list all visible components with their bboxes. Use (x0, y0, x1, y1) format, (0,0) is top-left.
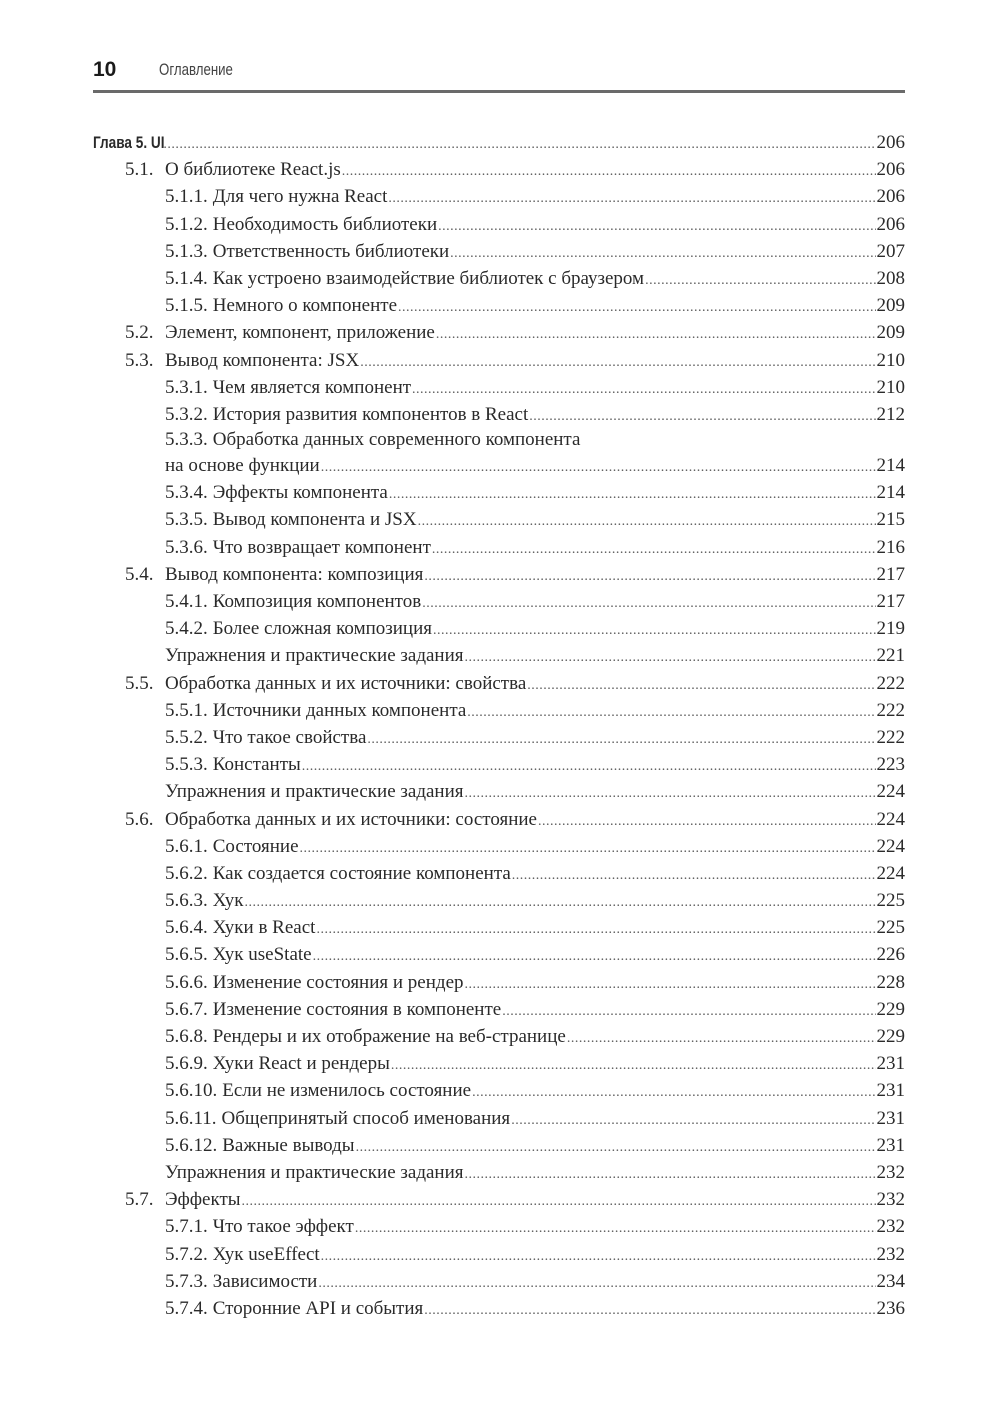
toc-page-number: 222 (876, 699, 905, 721)
dot-leader (502, 996, 875, 1025)
toc-entry-number: 5.6.1. (165, 835, 208, 857)
dot-leader (436, 319, 876, 348)
toc-page-number: 221 (876, 645, 905, 667)
dot-leader (438, 211, 875, 240)
toc-entry-number: 5.6.3. (165, 890, 208, 912)
toc-entry-title: Как создается состояние компонента (212, 862, 511, 884)
toc-entry-number: 5.6.2. (165, 862, 208, 884)
toc-entry[interactable] (93, 1295, 905, 1322)
dot-leader (418, 506, 876, 535)
toc-entry[interactable] (93, 211, 905, 238)
dot-leader (355, 1213, 876, 1242)
toc-entry-number: 5.7.1. (165, 1216, 208, 1238)
toc-entry-number: 5.3.5. (165, 509, 208, 531)
toc-entry[interactable] (93, 1132, 905, 1159)
toc-page-number: 225 (876, 917, 905, 939)
dot-leader (424, 561, 875, 590)
toc-entry[interactable] (93, 914, 905, 941)
toc-entry-number: 5.6.9. (165, 1053, 208, 1075)
toc-entry-title: Что такое свойства (212, 726, 367, 748)
toc-entry[interactable] (93, 615, 905, 642)
running-title: Оглавление (159, 60, 233, 79)
toc-entry[interactable] (93, 479, 905, 506)
toc-entry-number: 5.5.2. (165, 726, 208, 748)
toc-entry-number: 5.6.8. (165, 1026, 208, 1047)
dot-leader (432, 534, 876, 563)
dot-leader (529, 401, 875, 430)
toc-entry-title: Вывод компонента: композиция (165, 563, 424, 585)
running-header (93, 56, 905, 93)
dot-leader (388, 183, 875, 212)
dot-leader (467, 697, 875, 726)
toc-page-number: 216 (876, 536, 905, 558)
dot-leader (313, 941, 876, 970)
toc-entry-title: Общепринятый способ именования (221, 1107, 511, 1129)
dot-leader (360, 347, 875, 376)
dot-leader (391, 1050, 876, 1079)
toc-entry-title-continued: на основе функции (165, 455, 320, 477)
dot-leader (511, 1105, 875, 1134)
dot-leader (342, 156, 876, 185)
toc-entry[interactable] (93, 1023, 905, 1050)
toc-page-number: 232 (876, 1216, 905, 1238)
toc-page-number: 217 (876, 591, 905, 612)
toc-entry-number: 5.5.1. (165, 699, 208, 721)
toc-entry[interactable] (93, 1268, 905, 1295)
toc-page-number: 224 (876, 862, 905, 884)
toc-entry-number: 5.3.2. (165, 403, 208, 425)
toc-page-number: 229 (876, 998, 905, 1020)
toc-entry-number: 5.4. (125, 563, 154, 585)
toc-entry-number: 5.5.3. (165, 754, 208, 776)
toc-page-number: 222 (876, 672, 905, 694)
toc-entry[interactable] (93, 319, 905, 346)
toc-entry-title: Сторонние API и события (212, 1297, 424, 1319)
toc-page-number: 236 (876, 1297, 905, 1319)
toc-entry-title: История развития компонентов в React (212, 403, 529, 425)
toc-entry-number: 5.2. (125, 322, 154, 344)
toc-entry[interactable] (93, 1213, 905, 1240)
toc-entry[interactable] (93, 1050, 905, 1077)
toc-entry-title: Важные выводы (222, 1134, 355, 1156)
toc-entry-number: 5.4.2. (165, 618, 208, 640)
toc-entry-number: 5.6.11. (165, 1107, 217, 1129)
dot-leader (412, 374, 875, 403)
toc-entry[interactable] (93, 1077, 905, 1104)
toc-entry-title: Изменение состояния в компоненте (212, 998, 502, 1020)
toc-entry-title: Хуки React и рендеры (212, 1053, 390, 1075)
toc-page-number: 228 (876, 971, 905, 993)
toc-page-number: 215 (876, 509, 905, 531)
dot-leader (398, 292, 875, 321)
dot-leader (465, 642, 876, 671)
toc-entry[interactable] (93, 428, 905, 479)
toc-entry[interactable] (93, 751, 905, 778)
toc-page-number: 222 (876, 726, 905, 748)
toc-page-number: 214 (876, 482, 905, 504)
toc-entry-title: Необходимость библиотеки (212, 213, 438, 235)
toc-entry-title: Что возвращает компонент (212, 536, 431, 558)
dot-leader (321, 452, 876, 481)
toc-entry-number: 5.3. (125, 349, 154, 371)
toc-entry-title: Хук (212, 890, 244, 912)
toc-entry[interactable] (93, 1241, 905, 1268)
toc-entry[interactable] (93, 588, 905, 615)
toc-entry-title: Более сложная композиция (212, 618, 433, 640)
toc-entry-title: Эффекты (165, 1189, 241, 1211)
dot-leader (527, 670, 875, 699)
toc-entry[interactable] (93, 183, 905, 210)
toc-entry-number: 5.7.3. (165, 1270, 208, 1292)
toc-entry-number: 5.7. (125, 1189, 154, 1211)
dot-leader (318, 1268, 875, 1297)
dot-leader (567, 1023, 876, 1052)
toc-entry-title: Чем является компонент (212, 376, 412, 398)
toc-page-number: 226 (876, 944, 905, 966)
dot-leader (356, 1132, 876, 1161)
toc-entry-number: 5.6.12. (165, 1134, 218, 1156)
toc-entry-number: 5.3.6. (165, 536, 208, 558)
toc-entry-number: 5.7.2. (165, 1243, 208, 1265)
dot-leader (389, 479, 876, 508)
toc-entry-title: Композиция компонентов (212, 591, 422, 612)
dot-leader (321, 1241, 876, 1270)
toc-entry[interactable] (93, 347, 905, 374)
toc-entry-title: Обработка данных современного компонента (212, 429, 581, 451)
toc-page-number: 207 (876, 240, 905, 262)
toc-page-number: 229 (876, 1026, 905, 1047)
toc-entry[interactable] (93, 534, 905, 561)
toc-entry[interactable] (93, 156, 905, 183)
dot-leader (163, 129, 875, 158)
toc-entry-number: 5.1.2. (165, 213, 208, 235)
toc-entry-title: Хуки в React (212, 917, 316, 939)
toc-entry-number: 5.6.7. (165, 998, 208, 1020)
toc-entry[interactable] (93, 1105, 905, 1132)
toc-page-number: 212 (876, 403, 905, 425)
toc-entry-title: Вывод компонента и JSX (212, 509, 417, 531)
toc-entry-number: 5.1.4. (165, 267, 208, 289)
table-of-contents (93, 129, 905, 1322)
dot-leader (245, 887, 876, 916)
toc-entry-number: 5.6. (125, 808, 154, 830)
toc-entry[interactable] (93, 292, 905, 319)
toc-entry[interactable] (93, 506, 905, 533)
toc-entry-number: 5.6.5. (165, 944, 208, 966)
toc-page-number: 224 (876, 835, 905, 857)
dot-leader (538, 806, 876, 835)
toc-page-number: 206 (876, 213, 905, 235)
toc-entry-title: Как устроено взаимодействие библиотек с браузером (212, 267, 645, 289)
dot-leader (645, 265, 875, 294)
toc-entry[interactable] (93, 561, 905, 588)
dot-leader (433, 615, 875, 644)
dot-leader (422, 588, 875, 617)
toc-page-number: 223 (876, 754, 905, 776)
toc-entry[interactable] (93, 1186, 905, 1213)
toc-page-number: 231 (876, 1107, 905, 1129)
toc-page-number: 208 (876, 267, 905, 289)
dot-leader (465, 778, 876, 807)
toc-entry-title: Для чего нужна React (212, 186, 388, 208)
toc-entry-number: 5.1.1. (165, 186, 208, 208)
toc-entry[interactable] (93, 969, 905, 996)
toc-entry-title: Источники данных компонента (212, 699, 467, 721)
page-number: 10 (93, 58, 117, 81)
toc-page-number: 231 (876, 1134, 905, 1156)
toc-page-number: 232 (876, 1189, 905, 1211)
toc-page-number: 224 (876, 808, 905, 830)
toc-entry-title: Обработка данных и их источники: свойства (165, 672, 527, 694)
toc-entry-title: Зависимости (212, 1270, 318, 1292)
toc-entry-title: Что такое эффект (212, 1216, 354, 1238)
toc-page-number: 209 (876, 295, 905, 317)
toc-entry-title: Ответственность библиотеки (212, 240, 450, 262)
toc-page-number: 232 (876, 1161, 905, 1183)
toc-entry[interactable] (93, 238, 905, 265)
toc-entry-number: 5.6.6. (165, 971, 208, 993)
toc-entry-title: Элемент, компонент, приложение (165, 322, 435, 344)
toc-entry-title: Изменение состояния и рендер (212, 971, 464, 993)
toc-entry-number: 5.3.1. (165, 376, 208, 398)
toc-entry[interactable] (93, 778, 905, 805)
toc-page-number: 232 (876, 1243, 905, 1265)
dot-leader (472, 1077, 875, 1106)
toc-entry-title: Рендеры и их отображение на веб-странице (212, 1026, 566, 1047)
toc-entry-number: 5.5. (125, 672, 154, 694)
toc-entry-title: Состояние (212, 835, 299, 857)
dot-leader (302, 751, 876, 780)
toc-page-number: 225 (876, 890, 905, 912)
toc-entry-title: Упражнения и практические задания (165, 645, 464, 667)
toc-entry-number: 5.4.1. (165, 591, 208, 612)
toc-entry-number: 5.1. (125, 159, 154, 181)
toc-entry[interactable] (93, 806, 905, 833)
toc-page-number: 210 (876, 349, 905, 371)
toc-entry[interactable] (93, 374, 905, 401)
toc-page-number: 209 (876, 322, 905, 344)
toc-page-number: 206 (876, 186, 905, 208)
toc-entry[interactable] (93, 697, 905, 724)
dot-leader (316, 914, 875, 943)
toc-entry[interactable] (93, 670, 905, 697)
dot-leader (465, 1159, 876, 1188)
toc-entry-title: Упражнения и практические задания (165, 781, 464, 803)
toc-entry[interactable] (93, 1159, 905, 1186)
toc-entry-number: 5.6.4. (165, 917, 208, 939)
toc-page-number: 219 (876, 618, 905, 640)
toc-page-number: 224 (876, 781, 905, 803)
toc-entry-title: Обработка данных и их источники: состояние (165, 808, 537, 830)
dot-leader (242, 1186, 876, 1215)
toc-entry-first-line (165, 428, 905, 452)
toc-entry-title: Хук useState (212, 944, 312, 966)
toc-entry-number: 5.3.3. (165, 429, 208, 451)
dot-leader (450, 238, 875, 267)
toc-entry-title: Упражнения и практические задания (165, 1161, 464, 1183)
toc-entry[interactable] (93, 401, 905, 428)
toc-entry-title: Если не изменилось состояние (222, 1080, 472, 1102)
toc-entry-title: Эффекты компонента (212, 482, 388, 504)
toc-page-number: 210 (876, 376, 905, 398)
toc-entry-title: Глава 5. UI (93, 133, 165, 152)
toc-entry[interactable] (93, 642, 905, 669)
toc-entry-number: 5.1.3. (165, 240, 208, 262)
toc-entry[interactable] (93, 887, 905, 914)
toc-entry-title: Вывод компонента: JSX (165, 349, 360, 371)
dot-leader (512, 860, 876, 889)
toc-entry[interactable] (93, 833, 905, 860)
dot-leader (367, 724, 875, 753)
toc-entry[interactable] (93, 941, 905, 968)
toc-page-number: 231 (876, 1080, 905, 1102)
toc-entry-title: Хук useEffect (212, 1243, 320, 1265)
toc-page-number: 206 (876, 132, 905, 153)
toc-entry-title: О библиотеке React.js (165, 159, 341, 181)
toc-entry-number: 5.7.4. (165, 1297, 208, 1319)
dot-leader (300, 833, 876, 862)
toc-page-number: 234 (876, 1270, 905, 1292)
dot-leader (424, 1295, 875, 1324)
toc-page-number: 206 (876, 159, 905, 181)
toc-page-number: 217 (876, 563, 905, 585)
toc-entry[interactable] (93, 129, 905, 156)
toc-entry[interactable] (93, 265, 905, 292)
toc-entry-number: 5.6.10. (165, 1080, 218, 1102)
toc-entry-second-line (165, 452, 905, 479)
toc-entry-number: 5.1.5. (165, 295, 208, 317)
toc-entry[interactable] (93, 860, 905, 887)
dot-leader (465, 969, 876, 998)
toc-entry-title: Немного о компоненте (212, 295, 398, 317)
toc-entry[interactable] (93, 724, 905, 751)
toc-page-number: 214 (876, 455, 905, 477)
toc-entry-title: Константы (212, 754, 301, 776)
toc-entry[interactable] (93, 996, 905, 1023)
toc-page-number: 231 (876, 1053, 905, 1075)
toc-entry-number: 5.3.4. (165, 482, 208, 504)
